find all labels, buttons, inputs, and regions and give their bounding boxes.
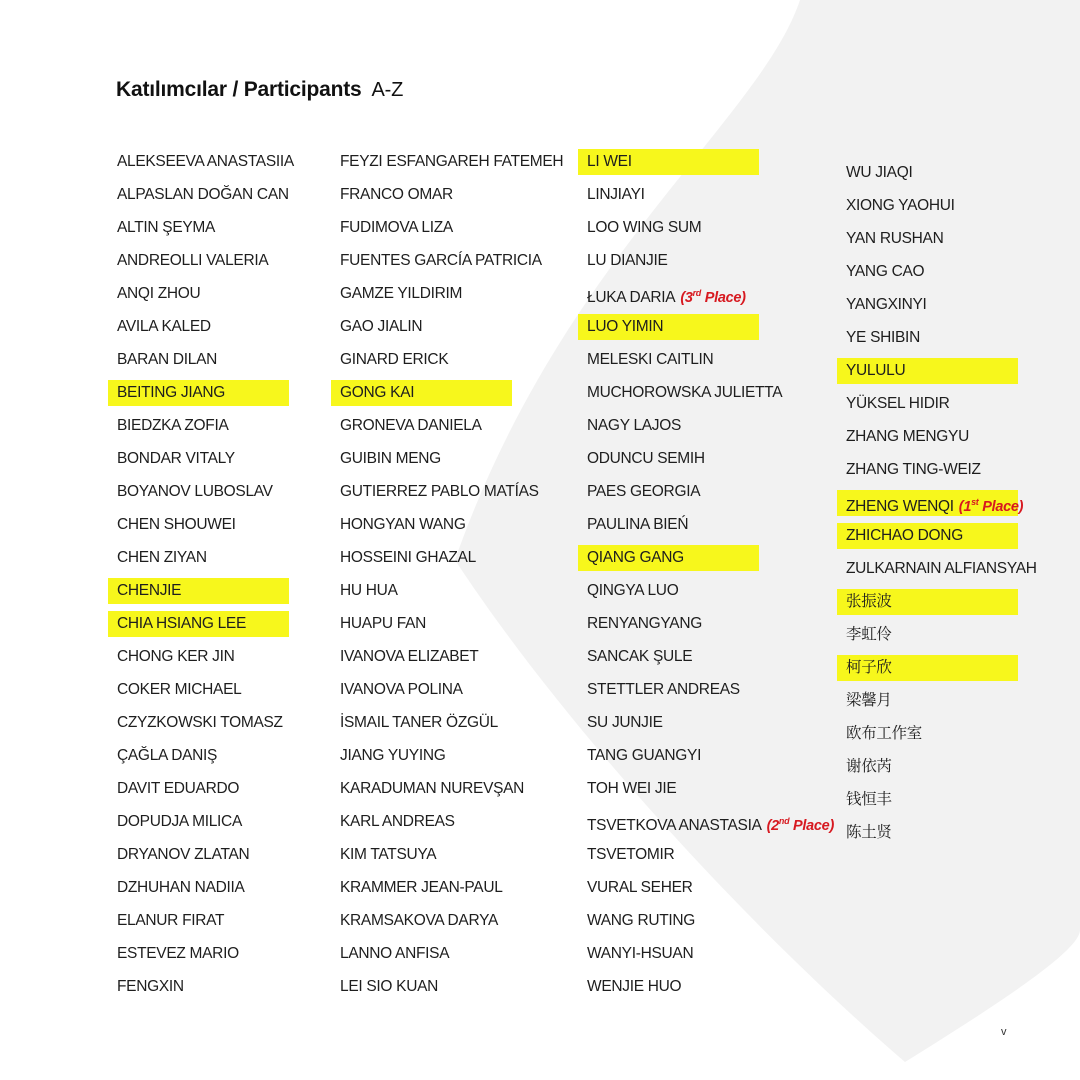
participant-item: [340, 145, 563, 178]
participant-name: FEYZI ESFANGAREH FATEMEH: [340, 153, 564, 170]
participant-name: LEI SIO KUAN: [340, 978, 439, 995]
title-text: Katılımcılar / Participants: [116, 78, 362, 101]
participant-item: [117, 442, 294, 475]
participant-item: [587, 277, 834, 310]
participant-item: [587, 904, 834, 937]
participant-item: [117, 871, 294, 904]
participant-name: 张振波: [846, 593, 892, 610]
participant-name: WANYI-HSUAN: [587, 945, 694, 962]
participant-item: [117, 805, 294, 838]
participant-item: [340, 772, 563, 805]
participant-name: LU DIANJIE: [587, 252, 668, 269]
participant-name: RENYANGYANG: [587, 615, 702, 632]
participant-name: GUTIERREZ PABLO MATÍAS: [340, 483, 539, 500]
participant-name: MELESKI CAITLIN: [587, 351, 714, 368]
participant-name: KIM TATSUYA: [340, 846, 437, 863]
participant-item: [340, 805, 563, 838]
participant-name: FUDIMOVA LIZA: [340, 219, 453, 236]
participant-item: [340, 376, 563, 409]
place-ordinal: rd: [692, 288, 702, 298]
participant-item: [846, 453, 1037, 486]
participant-item: [340, 475, 563, 508]
title-range: A-Z: [371, 79, 404, 101]
participant-item: [587, 244, 834, 277]
participant-name: GAMZE YILDIRIM: [340, 285, 463, 302]
participant-name: HUAPU FAN: [340, 615, 427, 632]
place-word: Place: [978, 498, 1019, 515]
participant-item: [846, 552, 1037, 585]
participant-name: DAVIT EDUARDO: [117, 780, 240, 797]
participant-name: LINJIAYI: [587, 186, 645, 203]
participant-item: [587, 574, 834, 607]
participant-name: GAO JIALIN: [340, 318, 423, 335]
participant-item: [587, 409, 834, 442]
participant-name: FRANCO OMAR: [340, 186, 453, 203]
participants-column-2: [340, 145, 563, 1003]
participant-item: [846, 486, 1037, 519]
participant-name: WANG RUTING: [587, 912, 696, 929]
participant-name: ELANUR FIRAT: [117, 912, 225, 929]
place-award-label: (3rd Place): [680, 288, 746, 306]
participant-name: GONG KAI: [340, 384, 415, 401]
participant-name: QINGYA LUO: [587, 582, 679, 599]
participant-name: GRONEVA DANIELA: [340, 417, 482, 434]
participant-name: CHENJIE: [117, 582, 182, 599]
participant-item: [846, 519, 1037, 552]
participant-item: [587, 145, 834, 178]
participant-item: [117, 970, 294, 1003]
participant-item: [117, 640, 294, 673]
participant-item: [117, 541, 294, 574]
participant-name: ZHICHAO DONG: [846, 527, 963, 544]
participant-name: ÇAĞLA DANIŞ: [117, 747, 218, 764]
participant-item: [340, 442, 563, 475]
participant-name: LI WEI: [587, 153, 632, 170]
participant-name: DZHUHAN NADIIA: [117, 879, 245, 896]
participant-name: CZYZKOWSKI TOMASZ: [117, 714, 283, 731]
participant-item: [846, 222, 1037, 255]
participant-item: [846, 420, 1037, 453]
participant-item: [587, 838, 834, 871]
participant-name: ALPASLAN DOĞAN CAN: [117, 186, 289, 203]
participant-item: [340, 310, 563, 343]
participant-name: CHONG KER JIN: [117, 648, 235, 665]
participant-name: BIEDZKA ZOFIA: [117, 417, 229, 434]
participant-item: [340, 937, 563, 970]
participant-item: [846, 288, 1037, 321]
participant-name: IVANOVA ELIZABET: [340, 648, 479, 665]
participant-name: ODUNCU SEMIH: [587, 450, 705, 467]
participant-name: ZHANG TING-WEIZ: [846, 461, 981, 478]
participant-name: CHEN ZIYAN: [117, 549, 207, 566]
participant-name: FENGXIN: [117, 978, 184, 995]
participant-item: [117, 937, 294, 970]
participant-name: LOO WING SUM: [587, 219, 702, 236]
participant-item: [340, 970, 563, 1003]
participant-item: [340, 211, 563, 244]
participant-item: [340, 343, 563, 376]
participant-name: DOPUDJA MILICA: [117, 813, 242, 830]
participant-name: TOH WEI JIE: [587, 780, 677, 797]
participant-item: [846, 750, 1037, 783]
place-number: 3: [684, 289, 693, 306]
participant-name: STETTLER ANDREAS: [587, 681, 740, 698]
participant-name: IVANOVA POLINA: [340, 681, 463, 698]
participant-item: [846, 816, 1037, 849]
participant-name: ŁUKA DARIA: [587, 288, 676, 306]
participant-name: GINARD ERICK: [340, 351, 449, 368]
participant-name: MUCHOROWSKA JULIETTA: [587, 384, 783, 401]
participant-item: [340, 277, 563, 310]
participant-item: [340, 838, 563, 871]
participant-item: [340, 739, 563, 772]
participant-item: [117, 706, 294, 739]
participant-name: AVILA KALED: [117, 318, 211, 335]
participant-item: [117, 574, 294, 607]
participant-name: KARADUMAN NUREVŞAN: [340, 780, 525, 797]
page-number: v: [1001, 1026, 1007, 1038]
participant-name: LANNO ANFISA: [340, 945, 450, 962]
participant-name: BARAN DILAN: [117, 351, 218, 368]
participant-item: [846, 618, 1037, 651]
participant-name: DRYANOV ZLATAN: [117, 846, 250, 863]
participant-name: 陈土贤: [846, 824, 892, 841]
participant-name: KRAMMER JEAN-PAUL: [340, 879, 503, 896]
participant-item: [117, 739, 294, 772]
participant-item: [340, 244, 563, 277]
participant-name: PAULINA BIEŃ: [587, 516, 689, 533]
participant-item: [587, 541, 834, 574]
participant-name: VURAL SEHER: [587, 879, 693, 896]
participant-item: [846, 585, 1037, 618]
participant-name: XIONG YAOHUI: [846, 197, 955, 214]
participant-name: ALTIN ŞEYMA: [117, 219, 216, 236]
participant-item: [340, 508, 563, 541]
participant-item: [846, 255, 1037, 288]
participant-name: ZULKARNAIN ALFIANSYAH: [846, 560, 1037, 577]
participant-name: LUO YIMIN: [587, 318, 664, 335]
participant-item: [340, 904, 563, 937]
participant-name: TSVETOMIR: [587, 846, 675, 863]
participant-item: [117, 607, 294, 640]
participant-item: [587, 178, 834, 211]
place-award-label: (2nd Place): [766, 816, 834, 834]
participant-item: [117, 838, 294, 871]
participant-name: İSMAIL TANER ÖZGÜL: [340, 714, 498, 731]
participant-name: FUENTES GARCÍA PATRICIA: [340, 252, 542, 269]
participant-item: [117, 178, 294, 211]
participant-name: 柯子欣: [846, 659, 892, 676]
participant-name: JIANG YUYING: [340, 747, 446, 764]
participant-name: GUIBIN MENG: [340, 450, 441, 467]
participant-item: [340, 673, 563, 706]
participant-item: [587, 343, 834, 376]
participant-name: BOYANOV LUBOSLAV: [117, 483, 273, 500]
place-ordinal: nd: [778, 816, 790, 826]
participant-name: NAGY LAJOS: [587, 417, 682, 434]
participant-item: [117, 244, 294, 277]
participant-item: [587, 607, 834, 640]
participant-item: [117, 904, 294, 937]
participant-name: ZHENG WENQI: [846, 497, 954, 515]
page-title: [116, 78, 403, 102]
participant-item: [587, 706, 834, 739]
participant-item: [117, 475, 294, 508]
participant-item: [587, 937, 834, 970]
participant-item: [846, 321, 1037, 354]
participant-item: [117, 376, 294, 409]
participant-name: ANQI ZHOU: [117, 285, 201, 302]
participant-item: [587, 310, 834, 343]
place-word: Place: [789, 817, 830, 834]
participant-name: YANG CAO: [846, 263, 925, 280]
participant-item: [340, 574, 563, 607]
participant-name: TSVETKOVA ANASTASIA: [587, 816, 762, 834]
participant-name: 欧布工作室: [846, 725, 923, 742]
participant-item: [117, 772, 294, 805]
participant-item: [117, 508, 294, 541]
participant-item: [587, 508, 834, 541]
participant-name: YE SHIBIN: [846, 329, 920, 346]
participant-item: [587, 376, 834, 409]
participant-item: [340, 871, 563, 904]
participant-name: HONGYAN WANG: [340, 516, 466, 533]
participant-name: WENJIE HUO: [587, 978, 682, 995]
participant-name: BONDAR VITALY: [117, 450, 235, 467]
participant-name: SU JUNJIE: [587, 714, 663, 731]
participant-name: KARL ANDREAS: [340, 813, 455, 830]
participant-name: COKER MICHAEL: [117, 681, 242, 698]
participant-name: CHIA HSIANG LEE: [117, 615, 247, 632]
participant-item: [587, 442, 834, 475]
participant-item: [846, 354, 1037, 387]
participant-name: CHEN SHOUWEI: [117, 516, 236, 533]
participant-name: YANGXINYI: [846, 296, 927, 313]
participant-name: BEITING JIANG: [117, 384, 226, 401]
participant-name: KRAMSAKOVA DARYA: [340, 912, 499, 929]
participant-item: [587, 673, 834, 706]
participant-name: ALEKSEEVA ANASTASIIA: [117, 153, 294, 170]
participant-name: PAES GEORGIA: [587, 483, 701, 500]
participant-item: [117, 145, 294, 178]
participant-item: [340, 541, 563, 574]
participant-item: [846, 684, 1037, 717]
participant-name: 钱恒丰: [846, 791, 892, 808]
participant-name: HU HUA: [340, 582, 398, 599]
participant-item: [117, 277, 294, 310]
participant-name: ZHANG MENGYU: [846, 428, 969, 445]
participant-item: [846, 717, 1037, 750]
participant-item: [587, 772, 834, 805]
participant-item: [587, 739, 834, 772]
participant-item: [587, 475, 834, 508]
participant-item: [340, 607, 563, 640]
participant-item: [846, 189, 1037, 222]
participant-item: [117, 211, 294, 244]
participant-name: SANCAK ŞULE: [587, 648, 693, 665]
participant-item: [846, 156, 1037, 189]
participant-name: YAN RUSHAN: [846, 230, 944, 247]
participant-item: [846, 651, 1037, 684]
participant-item: [117, 310, 294, 343]
participant-name: HOSSEINI GHAZAL: [340, 549, 476, 566]
participants-column-3: [587, 145, 834, 1003]
place-number: 1: [963, 498, 972, 515]
participants-column-4: [846, 156, 1037, 849]
place-number: 2: [771, 817, 779, 834]
participant-item: [340, 178, 563, 211]
participant-item: [117, 343, 294, 376]
place-word: Place: [701, 289, 742, 306]
participant-item: [117, 673, 294, 706]
participant-item: [587, 211, 834, 244]
participant-name: YÜKSEL HIDIR: [846, 395, 950, 412]
participant-name: 谢依芮: [846, 758, 892, 775]
participant-name: YULULU: [846, 362, 906, 379]
participant-name: 梁馨月: [846, 692, 892, 709]
participant-name: QIANG GANG: [587, 549, 684, 566]
participant-item: [587, 640, 834, 673]
participant-item: [846, 783, 1037, 816]
place-ordinal: st: [971, 497, 979, 507]
participant-name: ESTEVEZ MARIO: [117, 945, 239, 962]
participant-item: [340, 409, 563, 442]
participant-item: [587, 970, 834, 1003]
participant-name: TANG GUANGYI: [587, 747, 702, 764]
participant-item: [846, 387, 1037, 420]
participants-column-1: [117, 145, 294, 1003]
participant-name: WU JIAQI: [846, 164, 913, 181]
participant-item: [340, 706, 563, 739]
participant-item: [340, 640, 563, 673]
participant-item: [587, 871, 834, 904]
participant-item: [587, 805, 834, 838]
place-award-label: (1st Place): [958, 497, 1024, 515]
participant-item: [117, 409, 294, 442]
participant-name: ANDREOLLI VALERIA: [117, 252, 269, 269]
participant-name: 李虹伶: [846, 626, 892, 643]
